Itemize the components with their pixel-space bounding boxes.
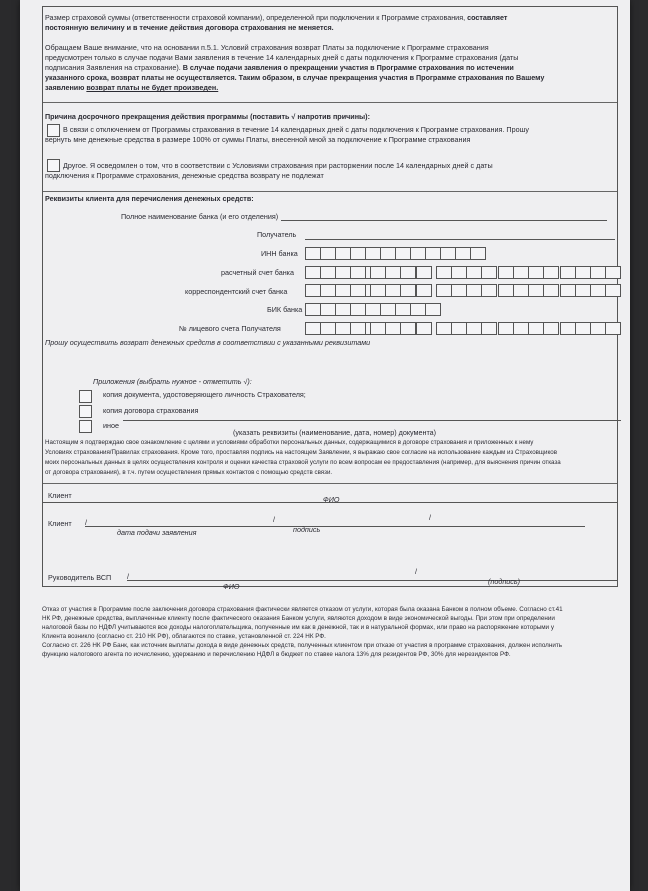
consent-line: от договора страхования), в т.ч. путем осуществления прямых контактов с помощью средств связи. xyxy=(45,469,333,476)
intro-line: Размер страховой суммы (ответственности страховой компании), определенной при подключении к Программе страхования, составляет xyxy=(45,13,508,22)
corr-account-cells[interactable] xyxy=(416,284,431,297)
corr-account-cells[interactable] xyxy=(498,284,558,297)
bik-label: БИК банка xyxy=(267,305,303,314)
inn-label: ИНН банка xyxy=(261,249,298,258)
attachment-checkbox-other[interactable] xyxy=(79,420,92,433)
client-sign-label: Клиент xyxy=(48,519,72,528)
personal-account-cells[interactable] xyxy=(370,322,415,335)
footer-line: Согласно ст. 226 НК РФ Банк, как источник выплаты дохода в виде денежных средств, полученных клиентом при отказе от участия в программе страхования, должен исполнить xyxy=(42,642,563,649)
attachment-item: иное xyxy=(103,421,119,430)
account-cells[interactable] xyxy=(436,266,496,279)
slash-separator: / xyxy=(415,567,417,576)
attachment-checkbox-id[interactable] xyxy=(79,390,92,403)
footer-line: НК РФ, денежные средства, выплаченные клиенту после фактического оказания Банком услуги, являются доходом в виде экономической выгоды. При этом при определении xyxy=(42,615,555,622)
signature-caption: (подпись) xyxy=(488,577,521,586)
document-page xyxy=(20,0,630,891)
divider xyxy=(43,102,617,103)
intro-line: подписания Заявления на страхование). В случае подачи заявления о прекращении участия в Программе страхования по истечении xyxy=(45,63,514,72)
account-cells[interactable] xyxy=(498,266,558,279)
fio-caption: ФИО xyxy=(323,495,340,504)
attachment-item: копия документа, удостоверяющего личность Страхователя; xyxy=(103,390,306,399)
consent-line: Настоящим я подтверждаю свое ознакомление с целями и условиями обработки персональных данных, содержащимися в договоре страхования и приложенных к нему xyxy=(45,439,534,446)
reason-option-text: Другое. Я осведомлен о том, что в соответствии с Условиями страхования при расторжении после 14 календарных дней с даты xyxy=(63,161,493,170)
corr-account-cells[interactable] xyxy=(560,284,620,297)
intro-line: заявлению возврат платы не будет произведен. xyxy=(45,83,219,92)
recipient-label: Получатель xyxy=(257,230,297,239)
bik-cells[interactable] xyxy=(305,303,440,316)
bank-name-label: Полное наименование банка (и его отделения) xyxy=(121,212,279,221)
attachment-checkbox-contract[interactable] xyxy=(79,405,92,418)
personal-account-cells[interactable] xyxy=(305,322,380,335)
personal-account-label: № лицевого счета Получателя xyxy=(179,324,281,333)
footer-line: Клиента возникло (согласно ст. 210 НК РФ), облагаются по ставке, установленной ст. 224 НК РФ. xyxy=(42,633,326,640)
client-label: Клиент xyxy=(48,491,72,500)
personal-account-cells[interactable] xyxy=(436,322,496,335)
signature-caption: подпись xyxy=(293,525,321,534)
corr-account-cells[interactable] xyxy=(305,284,380,297)
reason-option-text: В связи с отключением от Программы страхования в течение 14 календарных дней с даты подключения к Программе страхования. Прошу xyxy=(63,125,529,134)
requisites-title: Реквизиты клиента для перечисления денежных средств: xyxy=(45,194,254,203)
personal-account-cells[interactable] xyxy=(416,322,431,335)
consent-line: моих персональных данных в целях осуществления контроля и оценки качества страховой услуги по всем вопросам ее предоставления (например, для выяснения причин отказа xyxy=(45,459,561,466)
form-frame xyxy=(42,6,618,591)
footer-line: Отказ от участия в Программе после заключения договора страхования фактически является отказом от услуги, которая была оказана Банком в полном объеме. Согласно ст.41 xyxy=(42,606,563,613)
slash-separator: / xyxy=(273,515,275,524)
attachment-hint: (указать реквизиты (наименование, дата, номер) документа) xyxy=(233,428,437,437)
personal-account-cells[interactable] xyxy=(560,322,620,335)
attachment-item: копия договора страхования xyxy=(103,406,199,415)
client-signature-field[interactable] xyxy=(85,526,585,527)
reason-option-text: подключения к Программе страхования, денежные средства возврату не подлежат xyxy=(45,171,324,180)
date-caption: дата подачи заявления xyxy=(117,528,197,537)
divider xyxy=(43,191,617,192)
account-cells[interactable] xyxy=(370,266,415,279)
consent-line: Условиях страхования/Правилах страхования. Кроме того, проставляя подпись на настоящем Заявлении, я выражаю свое согласие на использование каждым из Страховщиков xyxy=(45,449,557,456)
refund-request-text: Прошу осуществить возврат денежных средств в соответствии с указанными реквизитами xyxy=(45,338,371,347)
slash-separator: / xyxy=(127,572,129,581)
intro-line: указанного срока, возврат платы не осуществляется. Таким образом, в случае прекращения участия в Программе страхования по Вашему xyxy=(45,73,545,82)
slash-separator: / xyxy=(429,513,431,522)
corr-account-cells[interactable] xyxy=(370,284,415,297)
slash-separator: / xyxy=(85,518,87,527)
fio-caption: ФИО xyxy=(223,582,240,591)
head-label: Руководитель ВСП xyxy=(48,573,112,582)
attachment-other-field[interactable] xyxy=(123,420,621,421)
account-cells[interactable] xyxy=(305,266,380,279)
corr-account-label: корреспондентский счет банка xyxy=(185,287,288,296)
inn-cells[interactable] xyxy=(305,247,485,260)
footer-line: функцию налогового агента по исчислению, удержанию и перечислению НДФЛ в бюджет по ставке налога 13% для резидентов РФ, 30% для нерезидентов РФ. xyxy=(42,651,511,658)
corr-account-cells[interactable] xyxy=(436,284,496,297)
bank-name-field[interactable] xyxy=(281,220,607,221)
account-label: расчетный счет банка xyxy=(221,268,294,277)
reason-option-text: вернуть мне денежные средства в размере 100% от суммы Платы, внесенной мной за подключение к Программе страхования xyxy=(45,135,471,144)
head-signature-field[interactable] xyxy=(127,580,617,581)
account-cells[interactable] xyxy=(416,266,431,279)
reason-title: Причина досрочного прекращения действия программы (поставить √ напротив причины): xyxy=(45,112,370,121)
intro-line: Обращаем Ваше внимание, что на основании п.5.1. Условий страхования возврат Платы за подключение к Программе страхования xyxy=(45,43,489,52)
intro-line: предусмотрен только в случае подачи Вами заявления в течение 14 календарных дней с даты подключения к Программе страхования (даты xyxy=(45,53,519,62)
intro-line: постоянную величину и в течение действия договора страхования не меняется. xyxy=(45,23,334,32)
attachments-title: Приложения (выбрать нужное - отметить √): xyxy=(93,377,252,386)
personal-account-cells[interactable] xyxy=(498,322,558,335)
account-cells[interactable] xyxy=(560,266,620,279)
recipient-field[interactable] xyxy=(305,239,615,240)
footer-line: налоговой базы по НДФЛ учитываются все доходы налогоплательщика, полученные им как в денежной, так и в натуральной формах, или право на распоряжение которыми у xyxy=(42,624,554,631)
divider xyxy=(43,483,617,484)
